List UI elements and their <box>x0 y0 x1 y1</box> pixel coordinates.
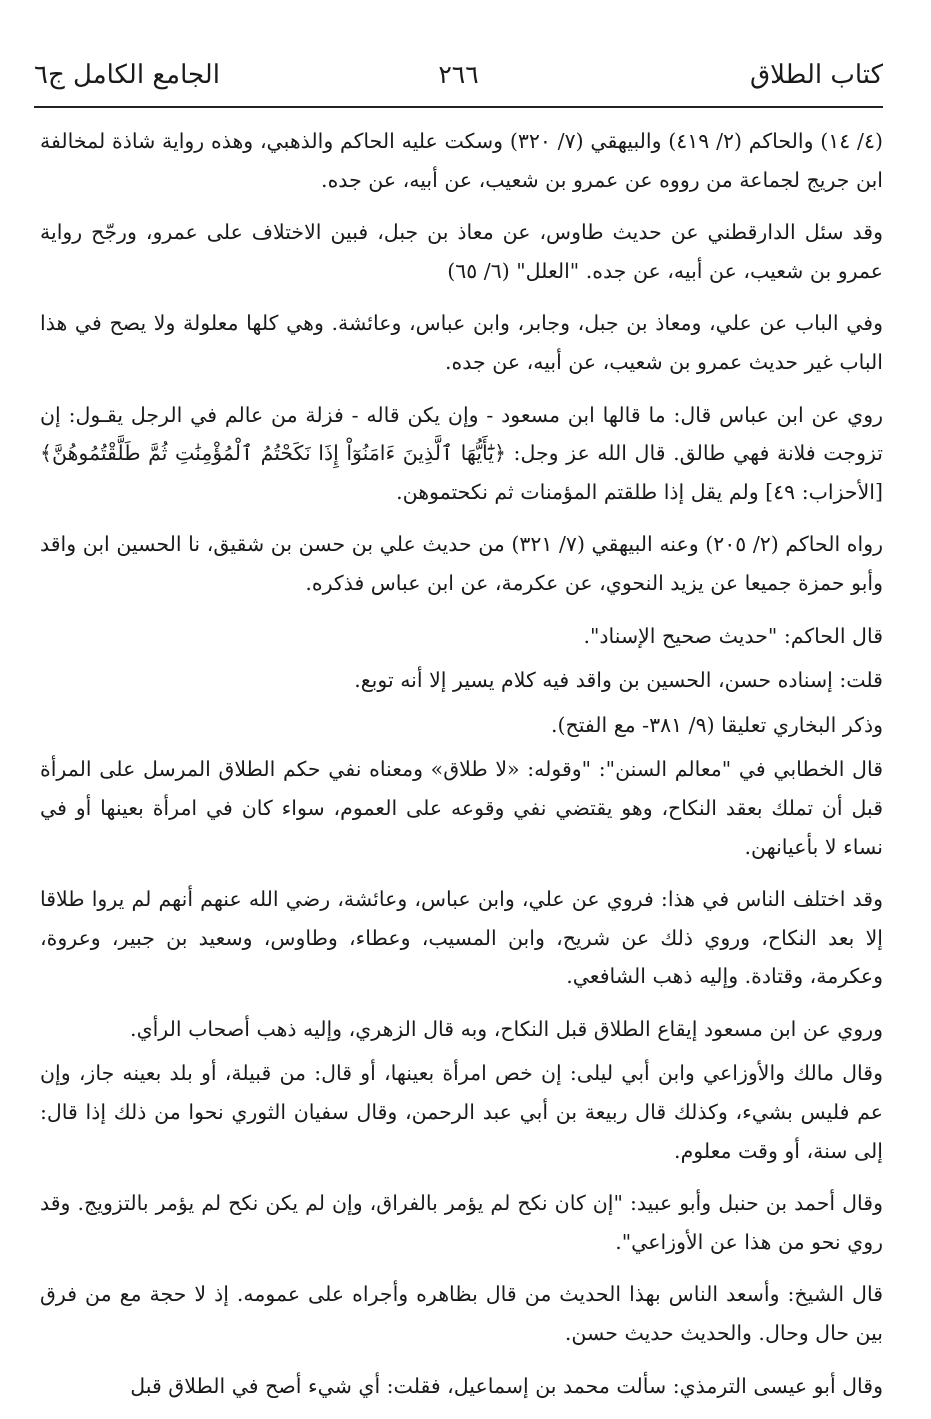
header-rule <box>34 106 883 108</box>
paragraph: وقال مالك والأوزاعي وابن أبي ليلى: إن خص امرأة بعينها، أو قال: من قبيلة، أو بلد بعينه جاز، وإن عم فليس بشيء، وكذلك قال ربيعة بن أبي عبد الرحمن، وقال سفيان الثوري نحوا من ذلك إذا قال: إلى سنة، أو وقت معلوم. <box>40 1061 883 1163</box>
paragraph: قال الخطابي في "معالم السنن": "وقوله: «لا طلاق» ومعناه نفي حكم الطلاق المرسل على المرأة قبل أن تملك بعقد النكاح، وهو يقتضي نفي وقوعه على العموم، سواء كان في امرأة بعينها أو في نساء لا بأعيانهن. <box>40 757 883 859</box>
series-title: الجامع الكامل ج٦ <box>34 60 220 90</box>
paragraph: رواه الحاكم (٢/ ٢٠٥) وعنه البيهقي (٧/ ٣٢١) من حديث علي بن حسن بن شقيق، نا الحسين ابن واقد وأبو حمزة جميعا عن يزيد النحوي، عن عكرمة، عن ابن عباس فذكره. <box>40 532 884 595</box>
paragraph: وقد سئل الدارقطني عن حديث طاوس، عن معاذ بن جبل، فبين الاختلاف على عمرو، ورجّح رواية عمرو بن شعيب، عن أبيه، عن جده. "العلل" (٦/ ٦٥) <box>40 220 883 283</box>
paragraph: وقال أبو عيسى الترمذي: سألت محمد بن إسماعيل، فقلت: أي شيء أصح في الطلاق قبل <box>130 1373 883 1398</box>
page-body <box>40 122 883 1419</box>
paragraph: وقال أحمد بن حنبل وأبو عبيد: "إن كان نكح لم يؤمر بالفراق، وإن لم يكن نكح لم يؤمر بالتزويج. وقد روي نحو من هذا عن الأوزاعي". <box>40 1191 883 1254</box>
page-header <box>34 52 883 110</box>
paragraph: روي عن ابن عباس قال: ما قالها ابن مسعود - وإن يكن قاله - فزلة من عالم في الرجل يقـول: إن تزوجت فلانة فهي طالق. قال الله عز وجل: ﴿يَٰٓأَيُّهَا ٱلَّذِينَ ءَامَنُوٓاْ إِذَا نَكَحْتُمُ ٱلْمُؤْمِنَٰتِ ثُمَّ طَلَّقْتُمُوهُنَّ﴾ [الأحزاب: ٤٩] ولم يقل إذا طلقتم المؤمنات ثم نكحتموهن. <box>40 402 883 504</box>
paragraph: وفي الباب عن علي، ومعاذ بن جبل، وجابر، وابن عباس، وعائشة. وهي كلها معلولة ولا يصح في هذا الباب غير حديث عمرو بن شعيب، عن أبيه، عن جده. <box>40 311 883 374</box>
paragraph: وروي عن ابن مسعود إيقاع الطلاق قبل النكاح، وبه قال الزهري، وإليه ذهب أصحاب الرأي. <box>130 1016 883 1041</box>
book-title: كتاب الطلاق <box>749 60 883 90</box>
paragraph: وذكر البخاري تعليقا (٩/ ٣٨١- مع الفتح). <box>551 712 883 737</box>
paragraph: (٤/ ١٤) والحاكم (٢/ ٤١٩) والبيهقي (٧/ ٣٢٠) وسكت عليه الحاكم والذهبي، وهذه رواية شاذة لمخالفة ابن جريج لجماعة من رووه عن عمرو بن شعيب، عن أبيه، عن جده. <box>40 129 883 192</box>
paragraph: قال الشيخ: وأسعد الناس بهذا الحديث من قال بظاهره وأجراه على عمومه. إذ لا حجة مع من فرق بين حال وحال. والحديث حديث حسن. <box>40 1282 883 1346</box>
paragraph: وقد اختلف الناس في هذا: فروي عن علي، وابن عباس، وعائشة، رضي الله عنهم أنهم لم يروا طلاقا إلا بعد النكاح، وروي ذلك عن شريح، وابن المسيب، وعطاء، وطاوس، وسعيد بن جبير، وعروة، وعكرمة، وقتادة. وإليه ذهب الشافعي. <box>40 887 883 989</box>
paragraph: قلت: إسناده حسن، الحسين بن واقد فيه كلام يسير إلا أنه توبع. <box>354 668 883 693</box>
page-number: ٢٦٦ <box>438 60 479 89</box>
paragraph: قال الحاكم: "حديث صحيح الإسناد". <box>583 623 883 648</box>
